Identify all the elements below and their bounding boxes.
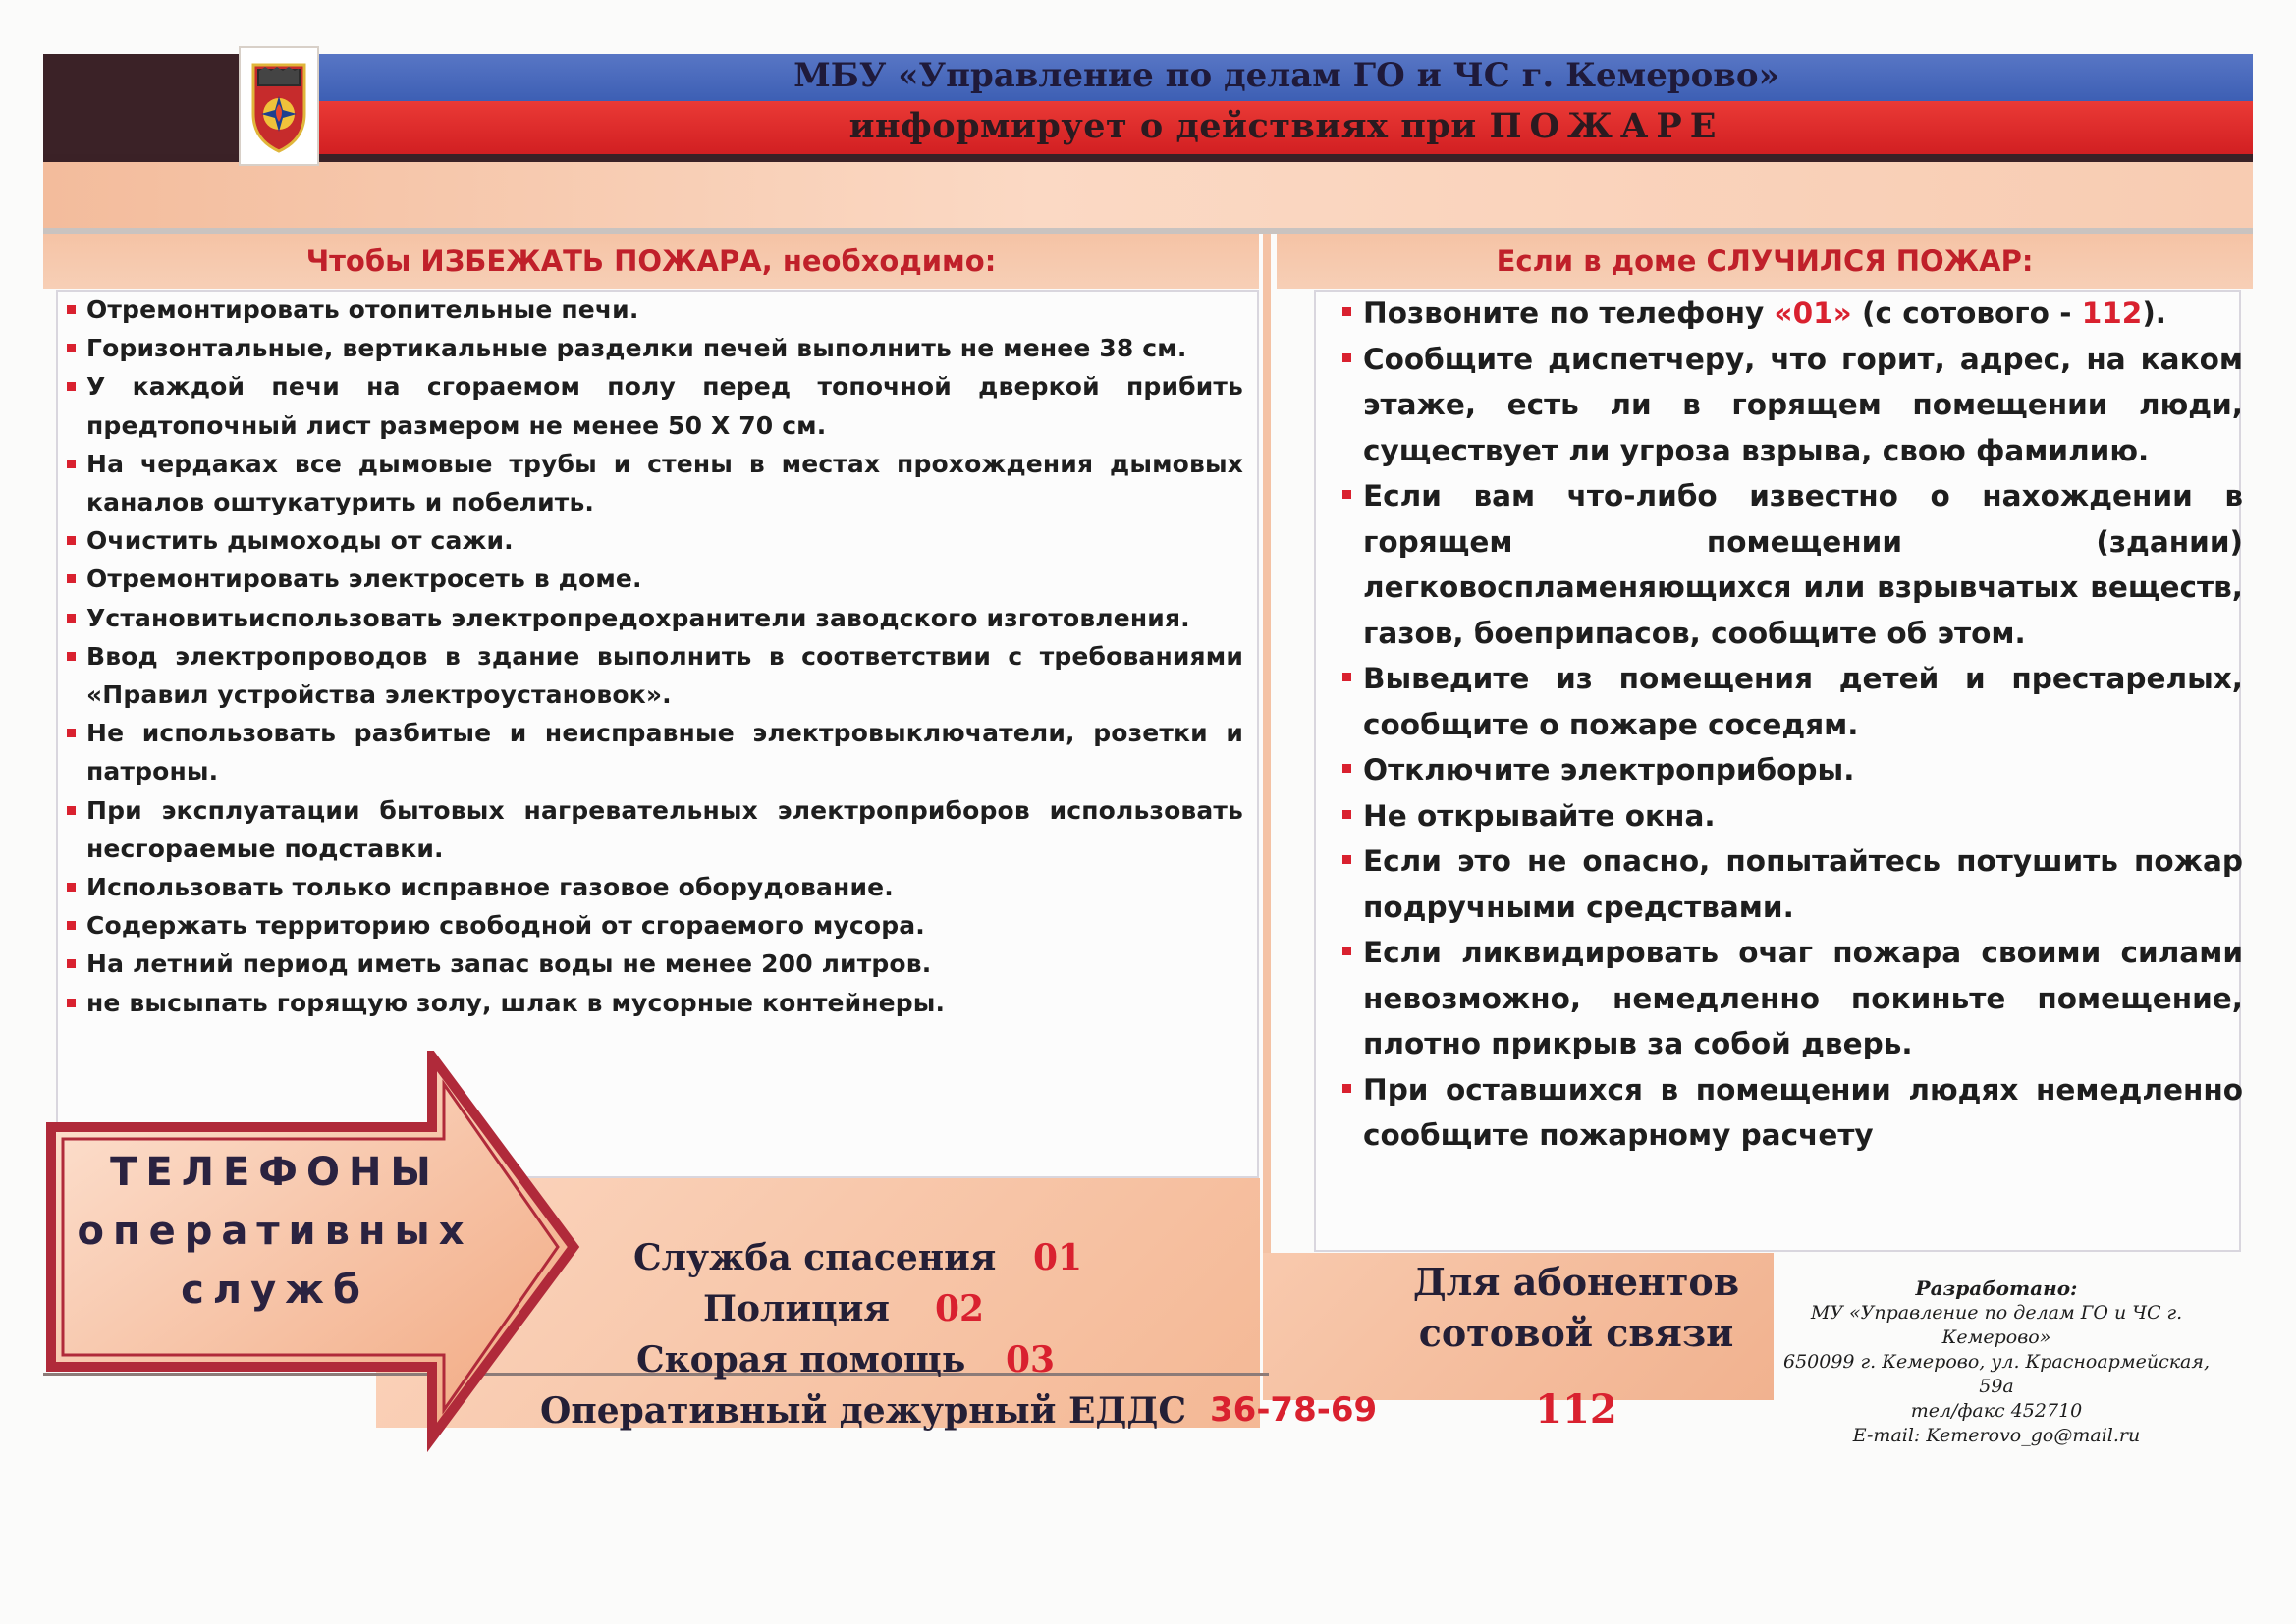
list-item: На летний период иметь запас воды не менее 200 литров. [86,945,1243,983]
service-number-edds: 36-78-69 [1210,1390,1378,1430]
header-peach-band [43,162,2253,233]
mobile-number: 112 [1535,1386,1617,1433]
service-name-edds: Оперативный дежурный ЕДДС [540,1390,1187,1432]
call-middle: (с сотового - [1851,297,2082,330]
list-item: Не открывайте окна. [1363,793,2243,839]
fire-number: «01» [1774,297,1852,330]
phones-title-line: ТЕЛЕФОНЫ [110,1150,440,1195]
list-item: При оставшихся в помещении людях немедленно сообщите пожарному расчету [1363,1067,2243,1159]
service-number-police: 02 [935,1288,985,1329]
emergency-list [1363,291,2243,1159]
list-item: Установитьиспользовать электропредохранители заводского изготовления. [86,599,1243,637]
developer-info [1766,1276,2227,1448]
header-title: МБУ «Управление по делам ГО и ЧС г. Кемерово» [793,56,1779,95]
list-item: Использовать только исправное газовое оборудование. [86,868,1243,906]
list-item: Не использовать разбитые и неисправные электровыключатели, розетки и патроны. [86,714,1243,790]
header-subtitle [334,106,2239,146]
call-suffix: ). [2142,297,2167,330]
call-prefix: Позвоните по телефону [1363,297,1775,330]
list-item: Ввод электропроводов в здание выполнить в соответствии с требованиями «Правил устройства электроустановок». [86,637,1243,714]
developer-line: 650099 г. Кемерово, ул. Красноармейская, 59а [1782,1351,2211,1397]
list-item: не высыпать горящую золу, шлак в мусорные контейнеры. [86,984,1243,1022]
list-item: Выведите из помещения детей и престарелых, сообщите о пожаре соседям. [1363,656,2243,747]
prevention-section-title: Чтобы ИЗБЕЖАТЬ ПОЖАРА, необходимо: [43,234,1259,289]
list-item: Горизонтальные, вертикальные разделки печей выполнить не менее 38 см. [86,329,1243,367]
header-fire-word: ПОЖАРЕ [1489,106,1724,146]
civil-defense-emblem-icon [239,46,319,166]
mobile-label-line: Для абонентов [1412,1260,1740,1304]
list-item: Сообщите диспетчеру, что горит, адрес, на каком этаже, есть ли в горящем помещении люди, существует ли угроза взрыва, свою фамилию. [1363,337,2243,474]
list-item: На чердаках все дымовые трубы и стены в местах прохождения дымовых каналов оштукатурить и побелить. [86,445,1243,521]
list-item: При эксплуатации бытовых нагревательных электроприборов использовать несгораемые подставки. [86,791,1243,868]
emergency-section-title: Если в доме СЛУЧИЛСЯ ПОЖАР: [1277,234,2253,289]
list-item: Содержать территорию свободной от сгораемого мусора. [86,906,1243,945]
list-item: У каждой печи на сгораемом полу перед топочной дверкой прибить предтопочный лист размером не менее 50 Х 70 см. [86,367,1243,444]
developer-title: Разработано: [1915,1276,2078,1300]
list-item: Если вам что-либо известно о нахождении в горящем помещении (здании) легковоспламеняющихся или взрывчатых веществ, газов, боеприпасов, сообщите об этом. [1363,473,2243,656]
divider-bar [1263,234,1271,1255]
list-item-call [1363,291,2243,337]
service-number-ambulance: 03 [1006,1339,1056,1380]
list-item: Отремонтировать электросеть в доме. [86,560,1243,598]
list-item: Отремонтировать отопительные печи. [86,291,1243,329]
service-number-rescue: 01 [1033,1237,1083,1278]
list-item: Отключите электроприборы. [1363,747,2243,793]
service-name-ambulance: Скорая помощь [636,1339,966,1380]
developer-email: E-mail: Kemerovo_go@mail.ru [1852,1425,2141,1446]
mobile-emergency-number: 112 [2081,297,2143,330]
header-dark-block [43,54,240,162]
header-subtitle-text: информирует о действиях при [848,106,1477,146]
list-item: Если ликвидировать очаг пожара своими силами невозможно, немедленно покиньте помещение, плотно прикрыв за собой дверь. [1363,930,2243,1067]
phones-title [59,1143,491,1320]
header-dark-stripe [43,154,2253,162]
service-name-rescue: Служба спасения [633,1237,997,1278]
developer-line: МУ «Управление по делам ГО и ЧС г. Кемерово» [1810,1302,2183,1348]
list-item: Очистить дымоходы от сажи. [86,521,1243,560]
phones-title-line: служб [181,1268,369,1313]
developer-line: тел/факс 452710 [1910,1400,2083,1422]
list-item: Если это не опасно, попытайтесь потушить пожар подручными средствами. [1363,839,2243,930]
mobile-label-line: сотовой связи [1418,1311,1734,1355]
phones-title-line: оперативных [77,1209,473,1254]
service-name-police: Полиция [703,1288,890,1329]
prevention-list [86,291,1243,1022]
mobile-label [1380,1257,1773,1359]
